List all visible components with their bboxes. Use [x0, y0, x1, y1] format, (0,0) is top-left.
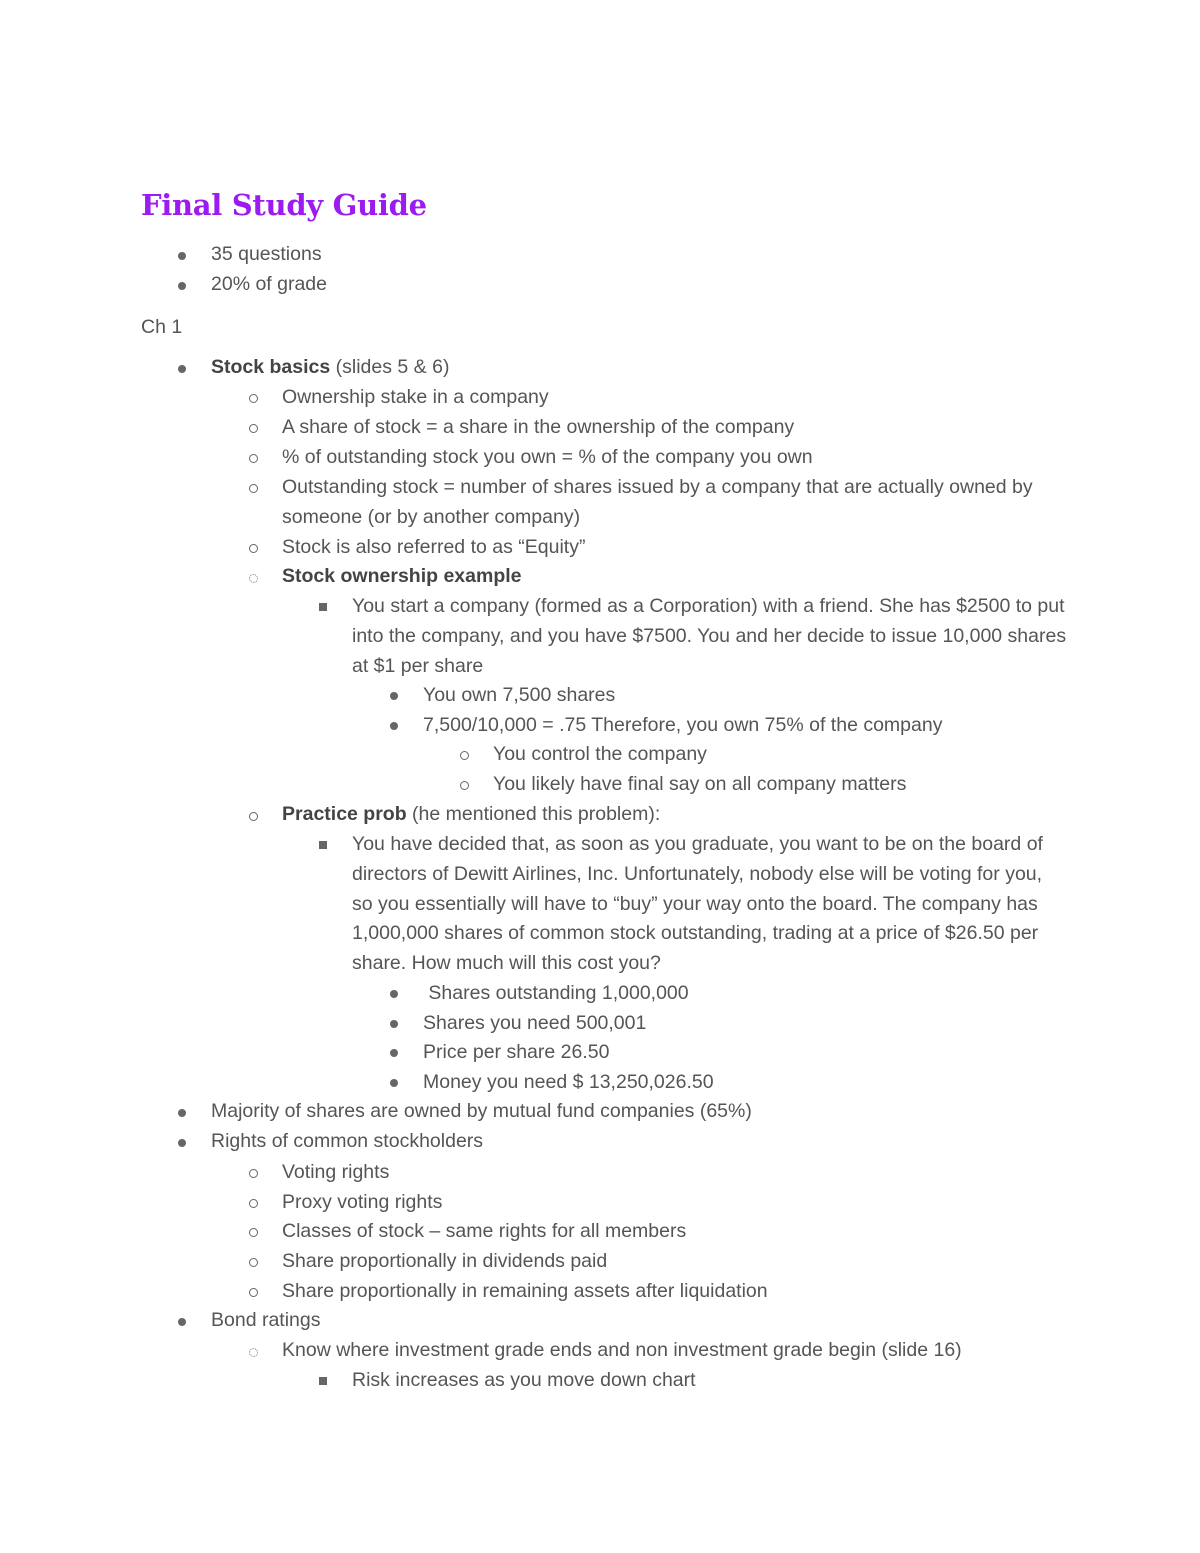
- bullet-circle: [249, 424, 258, 433]
- list-item: Money you need $ 13,250,026.50: [423, 1071, 714, 1093]
- bullet-disc: [390, 1020, 398, 1028]
- list-item: You control the company: [493, 743, 707, 765]
- bullet-square: [319, 603, 327, 611]
- list-item: Majority of shares are owned by mutual fund companies (65%): [211, 1100, 752, 1122]
- list-item-practice: [282, 800, 660, 830]
- list-item: 7,500/10,000 = .75 Therefore, you own 75% of the company: [423, 714, 943, 736]
- list-item: % of outstanding stock you own = % of the company you own: [282, 446, 813, 468]
- bullet-circle: [249, 1199, 258, 1208]
- intro-item: 20% of grade: [211, 273, 328, 295]
- bullet-disc: [390, 990, 398, 998]
- list-item-stock-basics: [211, 353, 449, 383]
- list-item-example: Stock ownership example: [282, 565, 522, 587]
- bullet-disc: [178, 365, 186, 373]
- bullet-circle: [249, 394, 258, 403]
- list-item: Outstanding stock = number of shares issued by a company that are actually owned by someone (or by another company): [282, 476, 1033, 528]
- list-item: Bond ratings: [211, 1309, 321, 1331]
- document-title: Final Study Guide: [141, 188, 427, 222]
- bullet-disc: [390, 722, 398, 730]
- practice-suffix: (he mentioned this problem):: [406, 803, 661, 825]
- bullet-circle: [249, 1228, 258, 1237]
- list-item: Stock is also referred to as “Equity”: [282, 536, 586, 558]
- bullet-disc: [390, 1049, 398, 1057]
- list-item: Classes of stock – same rights for all members: [282, 1220, 687, 1242]
- bullet-square: [319, 841, 327, 849]
- practice-label: Practice prob: [282, 803, 407, 825]
- bullet-disc: [390, 692, 398, 700]
- list-item: A share of stock = a share in the ownership of the company: [282, 416, 795, 438]
- intro-item: 35 questions: [211, 243, 322, 265]
- chapter-heading: Ch 1: [141, 316, 183, 338]
- list-item: You start a company (formed as a Corporation) with a friend. She has $2500 to put into the company, and you have $7500. You and her decide to issue 10,000 shares at $1 per share: [352, 595, 1067, 677]
- list-item: Price per share 26.50: [423, 1041, 610, 1063]
- bullet-disc: [178, 252, 186, 260]
- bullet-disc: [390, 1079, 398, 1087]
- bullet-circle: [460, 781, 469, 790]
- list-item: Share proportionally in remaining assets after liquidation: [282, 1280, 768, 1302]
- list-item: You own 7,500 shares: [423, 684, 616, 706]
- bullet-circle: [249, 1288, 258, 1297]
- bullet-circle: [249, 812, 258, 821]
- bullet-disc: [178, 1318, 186, 1326]
- list-item: Voting rights: [282, 1161, 390, 1183]
- list-item: You likely have final say on all company matters: [493, 773, 907, 795]
- bullet-circle: [249, 1169, 258, 1178]
- list-item: Shares you need 500,001: [423, 1012, 647, 1034]
- bullet-circle: [249, 454, 258, 463]
- bullet-circle-dotted: [249, 1348, 258, 1357]
- list-item: You have decided that, as soon as you graduate, you want to be on the board of directors of Dewitt Airlines, Inc. Unfortunately, nobody else will be voting for you, so you essentially will have to “buy” your way onto the board. The company has 1,000,000 shares of common stock outstanding, trading at a price of $26.50 per share. How much will this cost you?: [352, 833, 1043, 975]
- bullet-circle-dotted: [249, 574, 258, 583]
- list-item: Share proportionally in dividends paid: [282, 1250, 608, 1272]
- bullet-square: [319, 1377, 327, 1385]
- list-item: Shares outstanding 1,000,000: [423, 982, 689, 1004]
- stock-basics-suffix: (slides 5 & 6): [330, 356, 450, 378]
- bullet-disc: [178, 1139, 186, 1147]
- list-item: Ownership stake in a company: [282, 386, 549, 408]
- bullet-disc: [178, 1109, 186, 1117]
- list-item: Know where investment grade ends and non investment grade begin (slide 16): [282, 1339, 962, 1361]
- bullet-circle: [249, 484, 258, 493]
- list-item: Proxy voting rights: [282, 1191, 443, 1213]
- list-item: Rights of common stockholders: [211, 1130, 484, 1152]
- bullet-circle: [460, 751, 469, 760]
- stock-basics-label: Stock basics: [211, 356, 331, 378]
- bullet-disc: [178, 282, 186, 290]
- bullet-circle: [249, 544, 258, 553]
- list-item: Risk increases as you move down chart: [352, 1369, 696, 1391]
- bullet-circle: [249, 1258, 258, 1267]
